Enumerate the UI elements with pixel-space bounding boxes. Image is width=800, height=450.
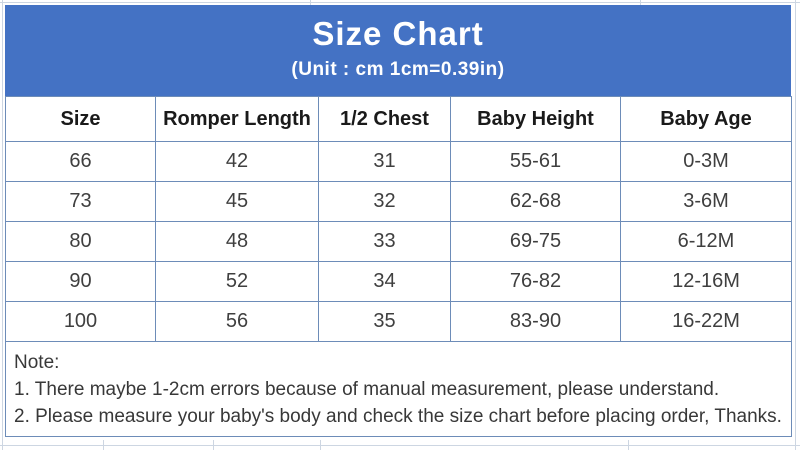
table-cell: 56 (156, 302, 319, 342)
note-row (6, 342, 792, 437)
table-cell: 31 (319, 142, 451, 182)
gridline-bottom-stub-1 (103, 440, 104, 450)
table-cell: 3-6M (621, 182, 792, 222)
gridline-bottom-stub-4 (628, 440, 629, 450)
table-cell: 62-68 (451, 182, 621, 222)
table-row (6, 222, 792, 262)
table-cell: 48 (156, 222, 319, 262)
column-header-romper-length: Romper Length (156, 97, 319, 142)
table-row (6, 182, 792, 222)
table-cell: 55-61 (451, 142, 621, 182)
table-cell: 100 (6, 302, 156, 342)
table-cell: 45 (156, 182, 319, 222)
note-line-2: 2. Please measure your baby's body and check the size chart before placing order, Thanks. (14, 405, 782, 427)
table-cell: 34 (319, 262, 451, 302)
table-cell: 52 (156, 262, 319, 302)
size-chart-banner (5, 5, 791, 96)
size-table (5, 96, 792, 437)
table-header-row (6, 97, 792, 142)
size-chart-title: Size Chart (312, 15, 484, 52)
table-cell: 83-90 (451, 302, 621, 342)
table-cell: 0-3M (621, 142, 792, 182)
gridline-bottom (0, 445, 800, 446)
gridline-top (0, 2, 800, 3)
table-cell: 33 (319, 222, 451, 262)
table-cell: 73 (6, 182, 156, 222)
table-cell: 66 (6, 142, 156, 182)
note-cell (6, 342, 792, 437)
column-header-baby-age: Baby Age (621, 97, 792, 142)
note-line-1: 1. There maybe 1-2cm errors because of manual measurement, please understand. (14, 378, 720, 400)
table-row (6, 262, 792, 302)
table-cell: 35 (319, 302, 451, 342)
table-cell: 32 (319, 182, 451, 222)
column-header-half-chest: 1/2 Chest (319, 97, 451, 142)
table-row (6, 302, 792, 342)
column-header-size: Size (6, 97, 156, 142)
table-row (6, 142, 792, 182)
table-cell: 76-82 (451, 262, 621, 302)
table-cell: 16-22M (621, 302, 792, 342)
table-cell: 90 (6, 262, 156, 302)
table-cell: 6-12M (621, 222, 792, 262)
gridline-right (795, 0, 796, 450)
gridline-left (2, 0, 3, 450)
note-label: Note: (14, 351, 60, 373)
table-cell: 69-75 (451, 222, 621, 262)
gridline-bottom-stub-2 (213, 440, 214, 450)
column-header-baby-height: Baby Height (451, 97, 621, 142)
table-cell: 42 (156, 142, 319, 182)
gridline-bottom-stub-3 (320, 440, 321, 450)
table-cell: 12-16M (621, 262, 792, 302)
size-chart-unit-subtitle: (Unit : cm 1cm=0.39in) (291, 59, 505, 80)
table-cell: 80 (6, 222, 156, 262)
